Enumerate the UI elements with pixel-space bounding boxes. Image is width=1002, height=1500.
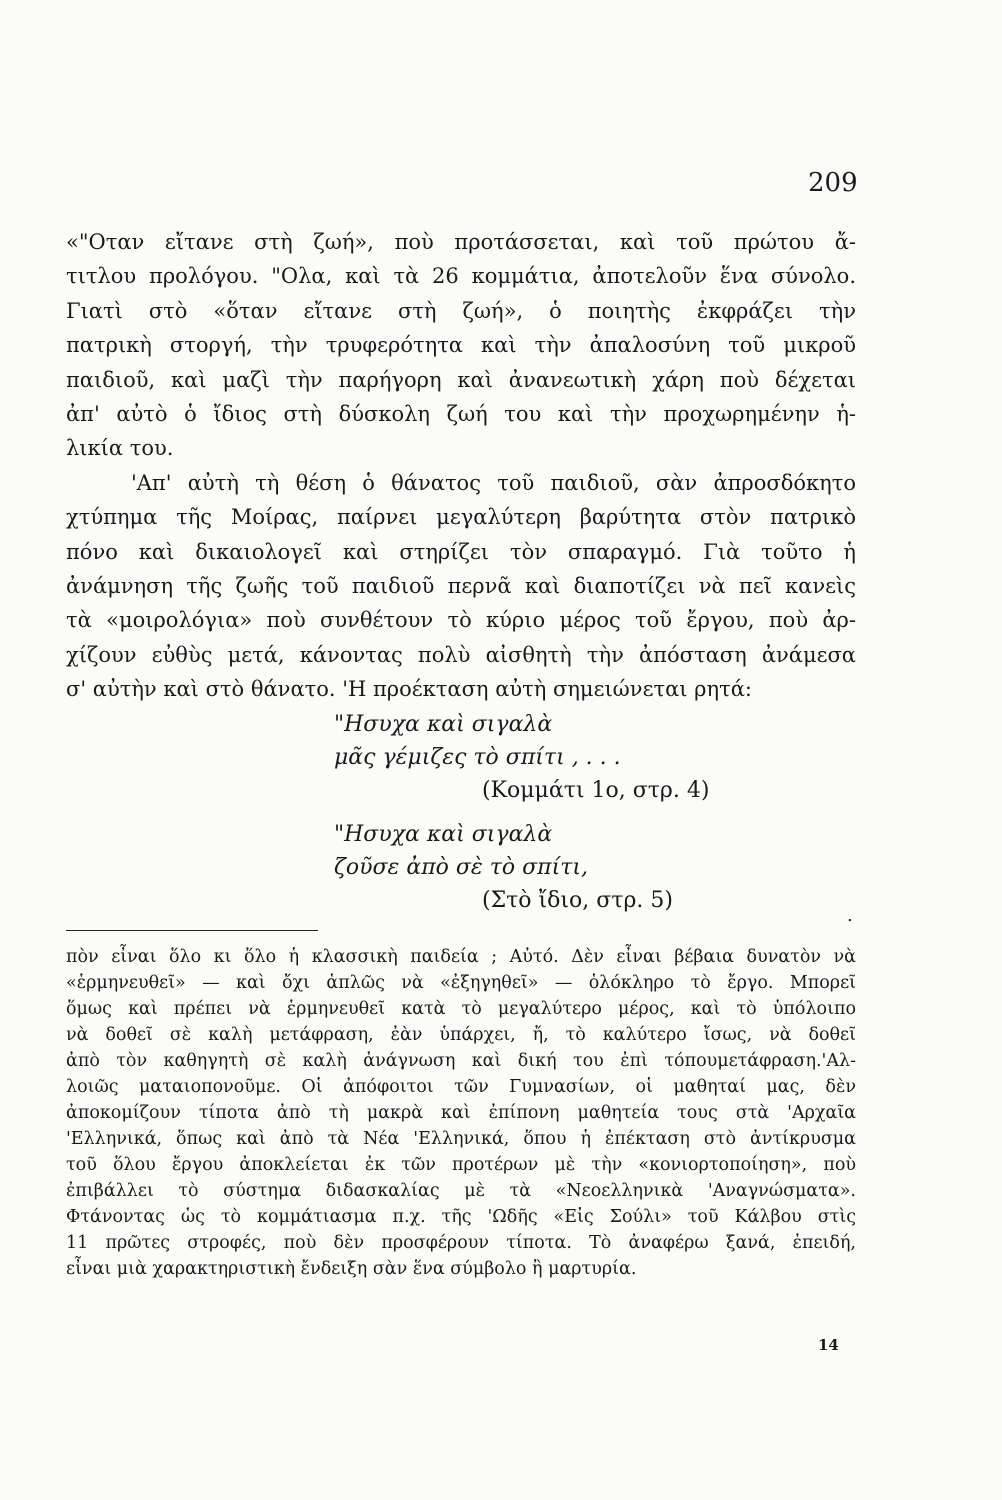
body-line: 'Απ' αὐτὴ τὴ θέση ὁ θάνατος τοῦ παιδιοῦ, σὰν ἀπροσδόκητο [66,470,856,495]
body-line: Γιατὶ στὸ «ὅταν εἴτανε στὴ ζωή», ὁ ποιητὴς ἐκφράζει τὴν [66,298,856,323]
verse-reference: (Κομμάτι 1ο, στρ. 4) [482,778,710,803]
body-line: λικία του. [66,436,174,461]
footnote-line: ἐπιβάλλει τὸ σύστημα διδασκαλίας μὲ τὰ «Νεοελληνικὰ 'Αναγνώσματα». [66,1181,856,1201]
body-line: τὰ «μοιρολόγια» ποὺ συνθέτουν τὸ κύριο μέρος τοῦ ἔργου, ποὺ ἀρ- [66,608,856,633]
footnote [66,944,856,1282]
footnote-line: Φτάνοντας ὡς τὸ κομμάτιασμα π.χ. τῆς 'Ωδῆς «Εἰς Σούλι» τοῦ Κάλβου στὶς [66,1207,856,1227]
footnote-line: 11 πρῶτες στροφές, ποὺ δὲν προσφέρουν τίποτα. Τὸ ἀναφέρω ξανά, ἐπειδή, [66,1233,856,1253]
footnote-line: ὅμως καὶ πρέπει νὰ ἑρμηνευθεῖ κατὰ τὸ μεγαλύτερο μέρος, καὶ τὸ ὑπόλοιπο [66,999,856,1019]
footnote-line: «ἑρμηνευθεῖ» — καὶ ὄχι ἁπλῶς νὰ «ἐξηγηθεῖ» — ὁλόκληρο τὸ ἔργο. Μπορεῖ [66,973,856,993]
verse-line: "Ησυχα καὶ σιγαλὰ [334,822,553,847]
signature-mark: 14 [818,1336,839,1354]
body-line: χίζουν εὐθὺς μετά, κάνοντας πολὺ αἰσθητὴ τὴν ἀπόσταση ἀνάμεσα [66,642,856,667]
footnote-line: 'Ελληνικά, ὅπως καὶ ἀπὸ τὰ Νέα 'Ελληνικά, ὅπου ἡ ἐπέκταση στὸ ἀντίκρυσμα [66,1129,856,1149]
footnote-rule [66,930,318,931]
body-text [66,225,856,706]
stray-dot: . [847,905,853,926]
footnote-line: νὰ δοθεῖ σὲ καλὴ μετάφραση, ἐὰν ὑπάρχει, ἤ, τὸ καλύτερο ἴσως, νὰ δοθεῖ [66,1025,856,1045]
verse-line: "Ησυχα καὶ σιγαλὰ [334,712,553,737]
footnote-line: τοῦ ὅλου ἔργου ἀποκλείεται ἐκ τῶν προτέρων μὲ τὴν «κονιορτοποίηση», ποὺ [66,1155,856,1175]
body-line: τιτλου προλόγου. "Ολα, καὶ τὰ 26 κομμάτια, ἀποτελοῦν ἕνα σύνολο. [66,264,856,289]
verse-line: μᾶς γέμιζες τὸ σπίτι , . . . [334,745,621,770]
footnote-line: εἶναι μιὰ χαρακτηριστικὴ ἔνδειξη σὰν ἕνα σύμβολο ἢ μαρτυρία. [66,1259,637,1279]
body-line: σ' αὐτὴν καὶ στὸ θάνατο. 'Η προέκταση αὐτὴ σημειώνεται ρητά: [66,677,752,702]
body-line: πόνο καὶ δικαιολογεῖ καὶ στηρίζει τὸν σπαραγμό. Γιὰ τοῦτο ἡ [66,539,856,564]
verse-reference: (Στὸ ἴδιο, στρ. 5) [482,888,673,913]
body-line: πατρικὴ στοργή, τὴν τρυφερότητα καὶ τὴν ἀπαλοσύνη τοῦ μικροῦ [66,333,856,358]
body-line: παιδιοῦ, καὶ μαζὶ τὴν παρήγορη καὶ ἀνανεωτικὴ χάρη ποὺ δέχεται [66,367,856,392]
footnote-line: λοιῶς ματαιοπονοῦμε. Οἱ ἀπόφοιτοι τῶν Γυμνασίων, οἱ μαθηταί μας, δὲν [66,1077,856,1097]
verse-line: ζοῦσε ἀπὸ σὲ τὸ σπίτι, [334,855,589,880]
body-line: ἀνάμνηση τῆς ζωῆς τοῦ παιδιοῦ περνᾶ καὶ διαποτίζει νὰ πεῖ κανεὶς [66,573,856,598]
footnote-line: ἀπὸ τὸν καθηγητὴ σὲ καλὴ ἀνάγνωση καὶ δική του ἐπὶ τόπουμετάφραση.'Αλ- [66,1051,856,1071]
verse-quote [334,708,764,807]
body-line: ἀπ' αὐτὸ ὁ ἴδιος στὴ δύσκολη ζωή του καὶ τὴν προχωρημένην ἡ- [66,401,856,426]
footnote-line: πὸν εἶναι ὅλο κι ὅλο ἡ κλασσικὴ παιδεία ; Αὐτό. Δὲν εἶναι βέβαια δυνατὸν νὰ [66,947,856,967]
body-line: «"Οταν εἴτανε στὴ ζωή», ποὺ προτάσσεται, καὶ τοῦ πρώτου ἄ- [66,230,856,254]
footnote-line: ἀποκομίζουν τίποτα ἀπὸ τὴ μακρὰ καὶ ἐπίπονη μαθητεία τους στὰ 'Αρχαῖα [66,1103,856,1123]
body-line: χτύπημα τῆς Μοίρας, παίρνει μεγαλύτερη βαρύτητα στὸν πατρικὸ [66,505,856,530]
verse-quote [334,818,764,917]
page-number: 209 [808,168,858,198]
